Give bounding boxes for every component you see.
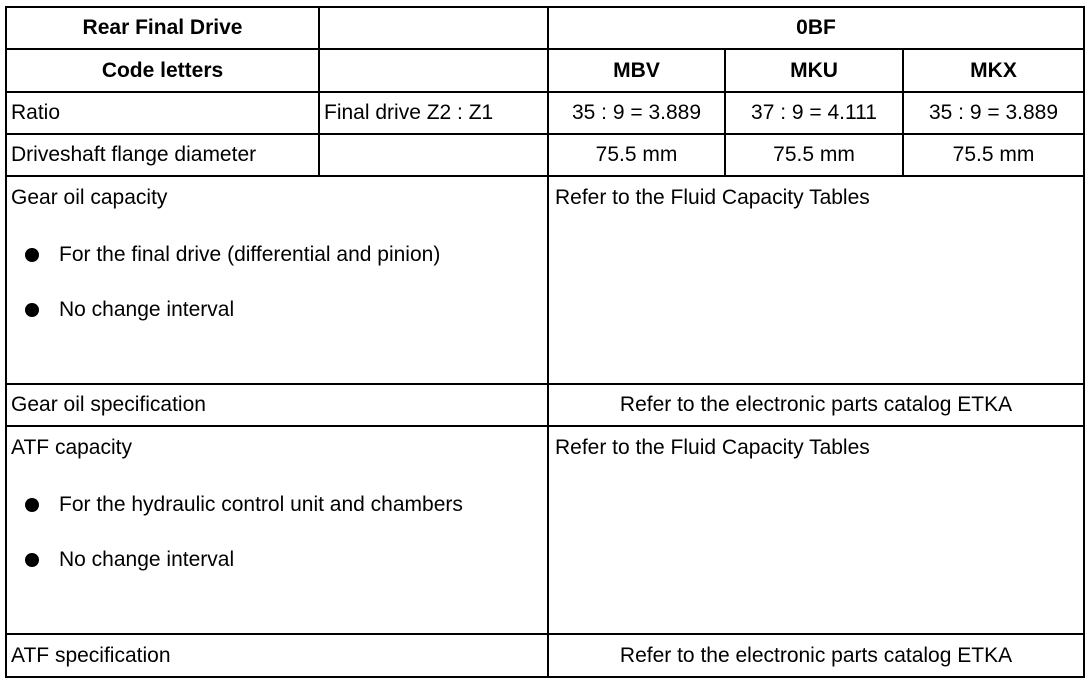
ratio-row <box>6 92 1084 134</box>
atf-spec-label: ATF specification <box>6 634 548 677</box>
bullet-text: For the hydraulic control unit and chambers <box>59 492 463 516</box>
gear-oil-capacity-text: Refer to the Fluid Capacity Tables <box>555 186 870 209</box>
atf-capacity-label: ATF capacity <box>11 436 132 459</box>
bullet-text: No change interval <box>59 547 235 571</box>
header-row <box>6 7 1084 49</box>
gear-oil-spec-row <box>6 384 1084 426</box>
atf-capacity-value <box>548 426 1084 634</box>
code-letters-row <box>6 49 1084 92</box>
ratio-label: Ratio <box>6 92 319 134</box>
bullet-icon <box>25 248 39 262</box>
ratio-sublabel: Final drive Z2 : Z1 <box>319 92 548 134</box>
flange-value-mkx: 75.5 mm <box>903 134 1084 176</box>
flange-row <box>6 134 1084 176</box>
flange-label: Driveshaft flange diameter <box>6 134 319 176</box>
bullet-text: No change interval <box>59 297 235 321</box>
bullet-text: For the final drive (differential and pinion) <box>59 242 441 266</box>
bullet-icon <box>25 498 39 512</box>
atf-capacity-text: Refer to the Fluid Capacity Tables <box>555 436 870 459</box>
list-item <box>11 227 541 282</box>
atf-capacity-bullets <box>11 477 541 587</box>
code-letters-label: Code letters <box>6 49 319 92</box>
ratio-value-mku: 37 : 9 = 4.111 <box>725 92 903 134</box>
empty-cell <box>319 7 548 49</box>
bullet-icon <box>25 303 39 317</box>
ratio-value-mbv: 35 : 9 = 3.889 <box>548 92 725 134</box>
gear-oil-capacity-cell <box>6 176 548 384</box>
list-item <box>11 282 541 337</box>
code-mbv: MBV <box>548 49 725 92</box>
atf-capacity-row <box>6 426 1084 634</box>
empty-cell <box>319 134 548 176</box>
ratio-value-mkx: 35 : 9 = 3.889 <box>903 92 1084 134</box>
list-item <box>11 532 541 587</box>
model-code: 0BF <box>548 7 1084 49</box>
gear-oil-capacity-label: Gear oil capacity <box>11 186 168 209</box>
empty-cell <box>319 49 548 92</box>
table-title: Rear Final Drive <box>6 7 319 49</box>
flange-value-mku: 75.5 mm <box>725 134 903 176</box>
bullet-icon <box>25 553 39 567</box>
atf-spec-value: Refer to the electronic parts catalog ETKA <box>548 634 1084 677</box>
gear-oil-capacity-value <box>548 176 1084 384</box>
atf-capacity-cell <box>6 426 548 634</box>
gear-oil-capacity-bullets <box>11 227 541 337</box>
atf-spec-row <box>6 634 1084 677</box>
list-item <box>11 477 541 532</box>
gear-oil-spec-value: Refer to the electronic parts catalog ETKA <box>548 384 1084 426</box>
flange-value-mbv: 75.5 mm <box>548 134 725 176</box>
code-mkx: MKX <box>903 49 1084 92</box>
gear-oil-capacity-row <box>6 176 1084 384</box>
spec-table <box>5 6 1085 678</box>
gear-oil-spec-label: Gear oil specification <box>6 384 548 426</box>
code-mku: MKU <box>725 49 903 92</box>
